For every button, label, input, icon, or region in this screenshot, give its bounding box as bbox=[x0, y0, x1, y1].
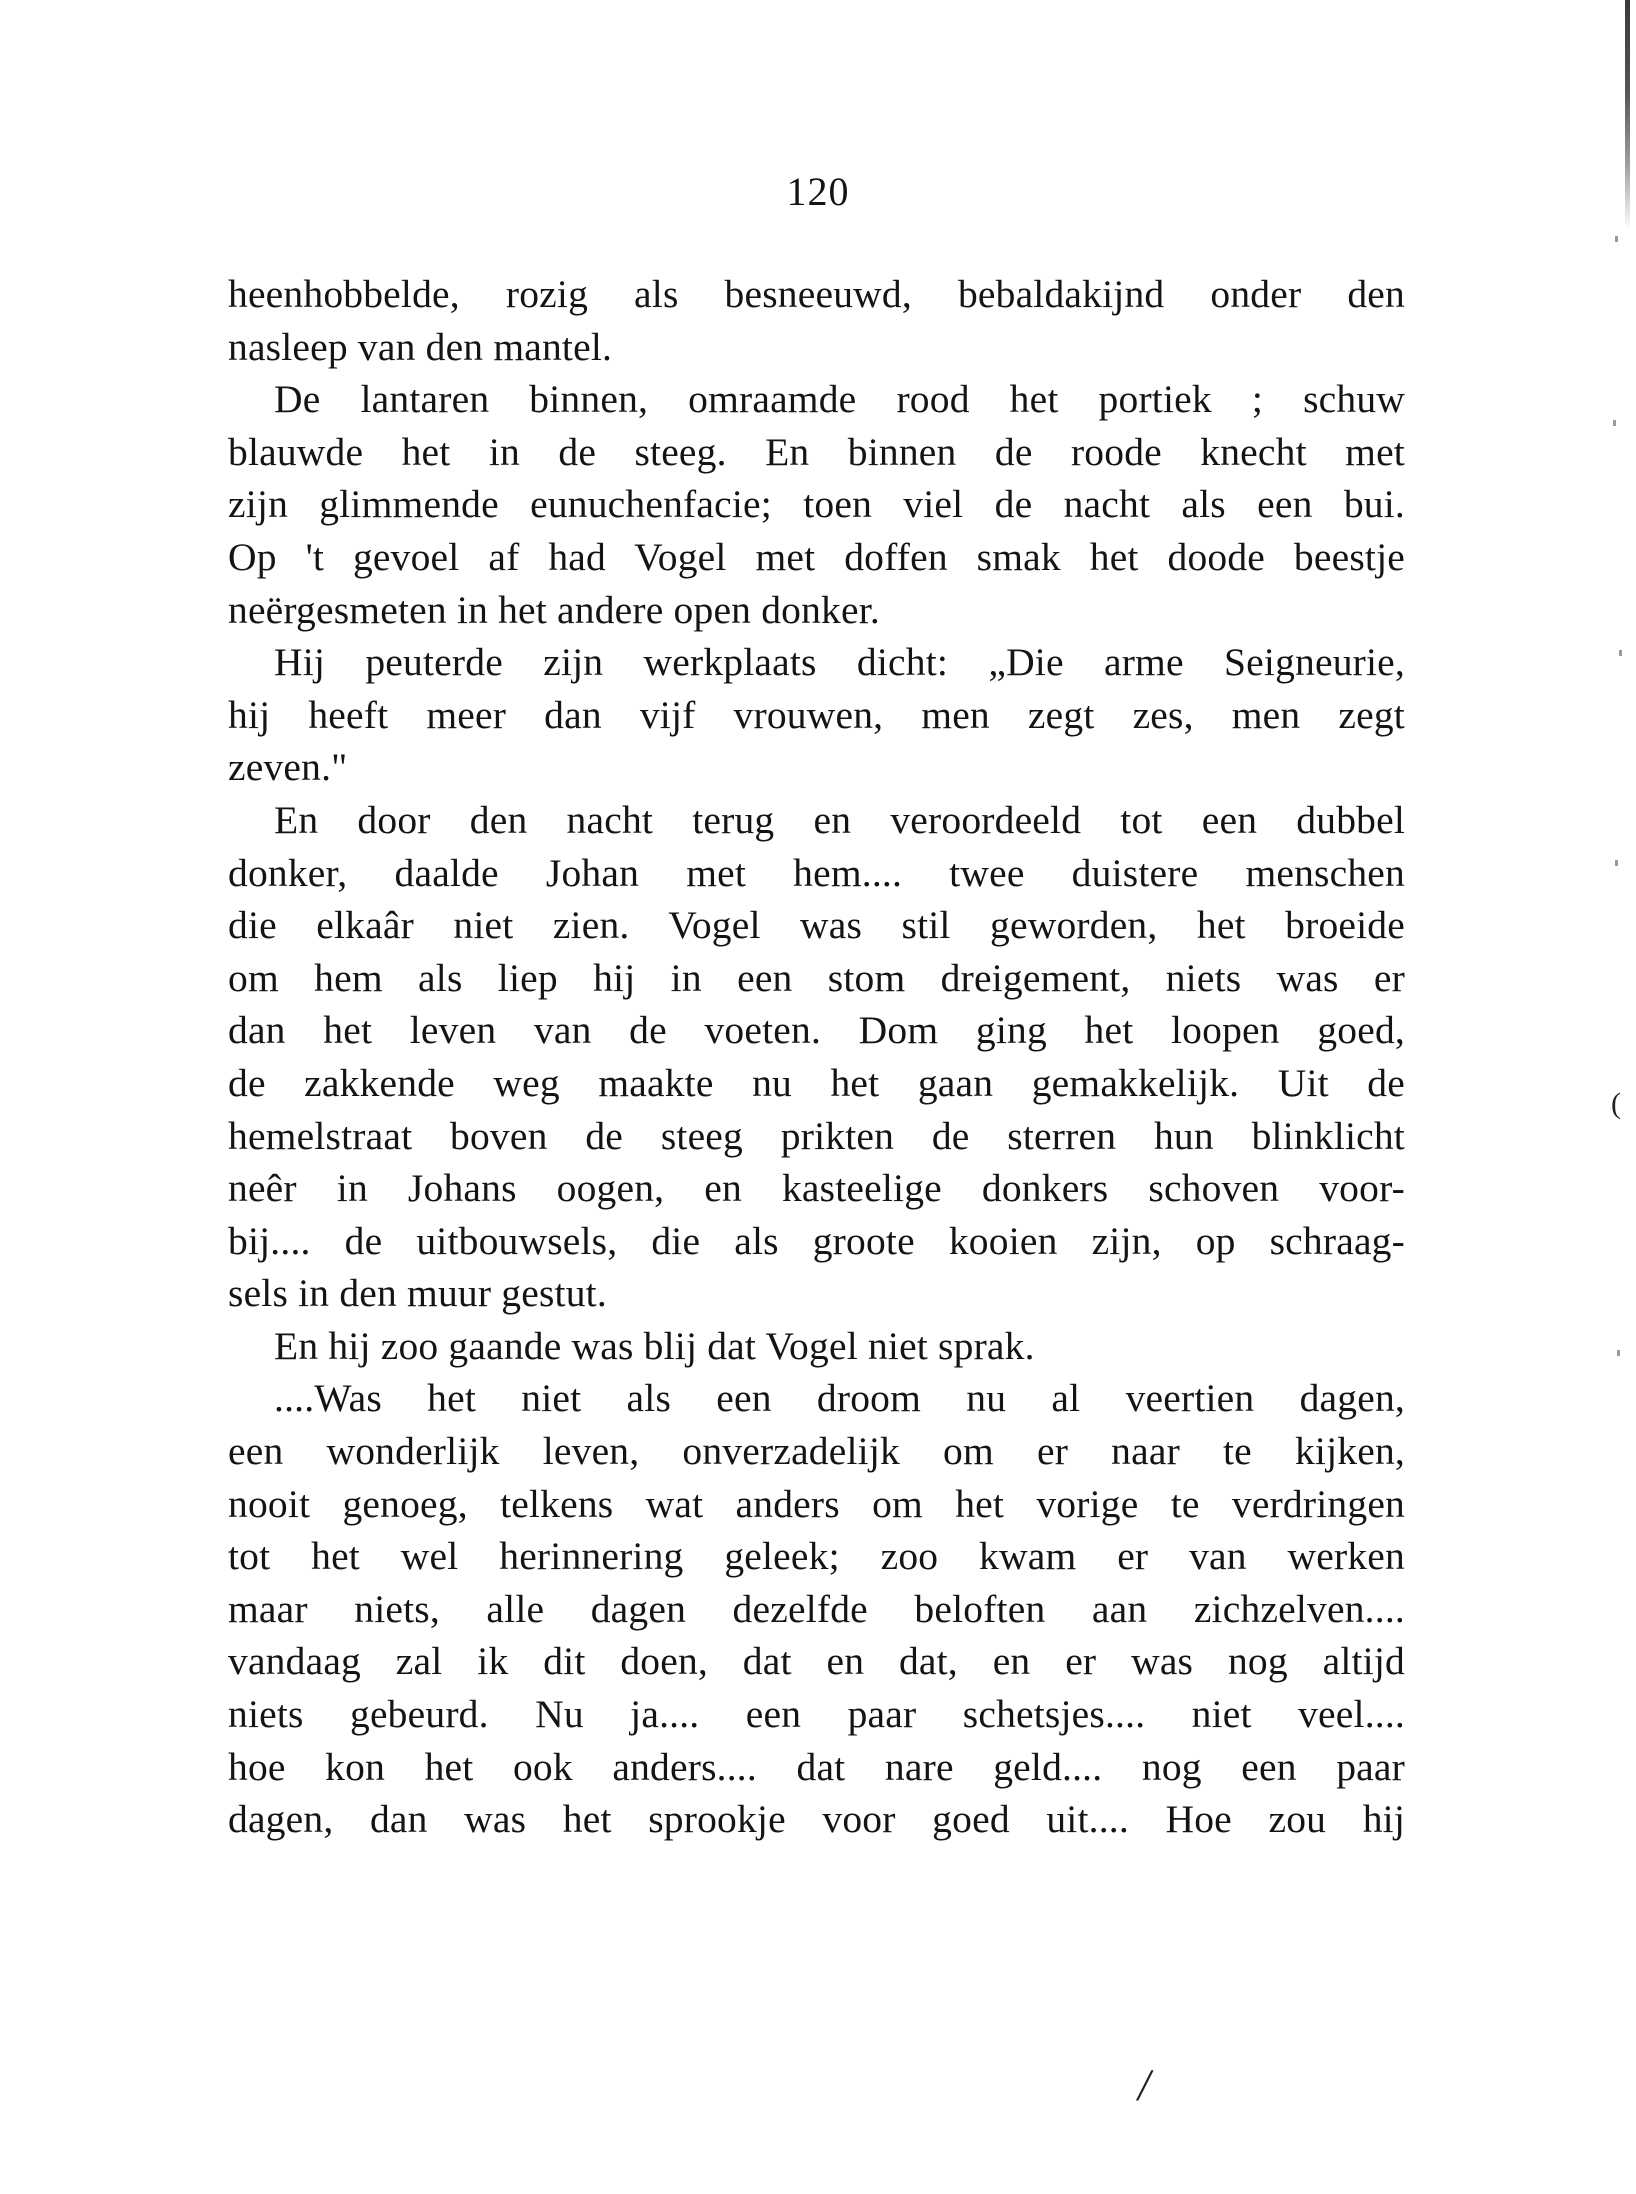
scan-edge-speck bbox=[1617, 1350, 1620, 1356]
text-line: Op 't gevoel af had Vogel met doffen smak het doode beestje bbox=[228, 534, 1405, 579]
text-line: nooit genoeg, telkens wat anders om het vorige te verdringen bbox=[228, 1481, 1405, 1526]
text-line: dan het leven van de voeten. Dom ging het loopen goed, bbox=[228, 1008, 1405, 1053]
scan-edge-speck bbox=[1613, 420, 1616, 426]
scan-edge-speck bbox=[1619, 650, 1622, 656]
text-line: hoe kon het ook anders.... dat nare geld.... nog een paar bbox=[228, 1744, 1405, 1789]
text-line: donker, daalde Johan met hem.... twee duistere menschen bbox=[228, 850, 1405, 895]
slash-mark: / bbox=[1134, 2058, 1156, 2113]
text-line: nasleep van den mantel. bbox=[228, 324, 613, 369]
text-line: zeven." bbox=[228, 745, 348, 790]
text-line: die elkaâr niet zien. Vogel was stil geworden, het broeide bbox=[228, 903, 1405, 948]
text-line: een wonderlijk leven, onverzadelijk om er naar te kijken, bbox=[228, 1429, 1405, 1474]
text-line: om hem als liep hij in een stom dreigement, niets was er bbox=[228, 955, 1405, 1000]
text-line: maar niets, alle dagen dezelfde beloften aan zichzelven.... bbox=[228, 1586, 1405, 1631]
text-line: neërgesmeten in het andere open donker. bbox=[228, 587, 880, 632]
text-line: vandaag zal ik dit doen, dat en dat, en er was nog altijd bbox=[228, 1639, 1405, 1684]
text-line: niets gebeurd. Nu ja.... een paar schetsjes.... niet veel.... bbox=[228, 1692, 1405, 1737]
scan-edge-shadow bbox=[1625, 0, 1630, 230]
scan-edge-speck bbox=[1615, 860, 1618, 866]
text-line: hemelstraat boven de steeg prikten de sterren hun blinklicht bbox=[228, 1113, 1405, 1158]
text-line: bij.... de uitbouwsels, die als groote kooien zijn, op schraag- bbox=[228, 1218, 1405, 1263]
body-text bbox=[228, 268, 1405, 1846]
text-line: blauwde het in de steeg. En binnen de roode knecht met bbox=[228, 429, 1405, 474]
text-line: hij heeft meer dan vijf vrouwen, men zegt zes, men zegt bbox=[228, 692, 1405, 737]
text-line: En door den nacht terug en veroordeeld tot een dubbel bbox=[274, 797, 1405, 842]
text-line: zijn glimmende eunuchenfacie; toen viel de nacht als een bui. bbox=[228, 482, 1405, 527]
margin-bracket-mark: ( bbox=[1611, 1087, 1621, 1120]
text-line: tot het wel herinnering geleek; zoo kwam er van werken bbox=[228, 1534, 1405, 1579]
text-line: Hij peuterde zijn werkplaats dicht: „Die arme Seigneurie, bbox=[274, 640, 1405, 685]
text-line: dagen, dan was het sprookje voor goed uit.... Hoe zou hij bbox=[228, 1797, 1405, 1842]
text-line: neêr in Johans oogen, en kasteelige donkers schoven voor- bbox=[228, 1166, 1405, 1211]
text-line: En hij zoo gaande was blij dat Vogel niet sprak. bbox=[274, 1323, 1035, 1368]
text-line: sels in den muur gestut. bbox=[228, 1271, 607, 1316]
scan-edge-speck bbox=[1615, 236, 1618, 242]
text-line: heenhobbelde, rozig als besneeuwd, bebaldakijnd onder den bbox=[228, 272, 1405, 316]
page-number: 120 bbox=[786, 169, 850, 214]
text-line: ....Was het niet als een droom nu al veertien dagen, bbox=[274, 1376, 1405, 1421]
text-line: De lantaren binnen, omraamde rood het portiek ; schuw bbox=[274, 377, 1405, 422]
text-line: de zakkende weg maakte nu het gaan gemakkelijk. Uit de bbox=[228, 1060, 1405, 1105]
